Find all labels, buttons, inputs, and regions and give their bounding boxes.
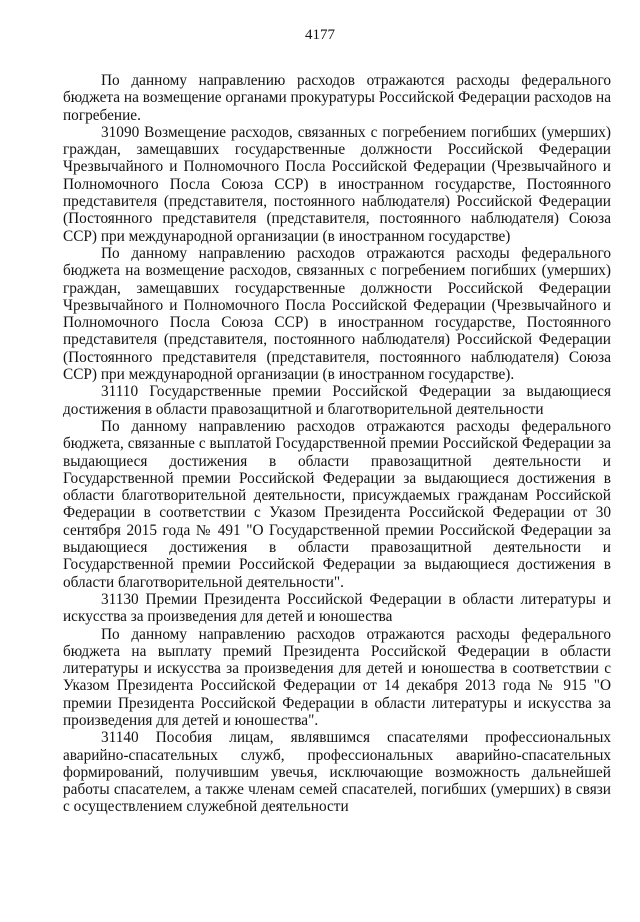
paragraph-31130-description: По данному направлению расходов отражаются расходы федерального бюджета на выплату премий Президента Российской Федерации в области литературы и искусства за произведения для детей и юношества в соответствии с Указом Президента Российской Федерации от 14 декабря 2013 года № 915 "О премии Президента Российской Федерации в области литературы и искусства за произведения для детей и юношества". [63,625,611,729]
page-number: 4177 [305,27,335,43]
paragraph-31090-description: По данному направлению расходов отражаются расходы федерального бюджета на возмещение расходов, связанных с погребением погибших (умерших) граждан, замещавших государственные должности Российской Федерации Чрезвычайного и Полномочного Посла Российской Федерации (Чрезвычайного и Полномочного Посла Союза ССР) в иностранном государстве, Постоянного представителя (представителя, постоянного наблюдателя) Российской Федерации (Постоянного представителя (представителя, постоянного наблюдателя) Союза ССР) при международной организации (в иностранном государстве). [63,244,611,384]
paragraph-31090-heading: 31090 Возмещение расходов, связанных с погребением погибших (умерших) граждан, замещавших государственные должности Российской Федерации Чрезвычайного и Полномочного Посла Российской Федерации (Чрезвычайного и Полномочного Посла Союза ССР) в иностранном государстве, Постоянного представителя (представителя, постоянного наблюдателя) Российской Федерации (Постоянного представителя (представителя, постоянного наблюдателя) Союза ССР) при международной организации (в иностранном государстве) [63,123,611,245]
paragraph-31110-heading: 31110 Государственные премии Российской Федерации за выдающиеся достижения в области правозащитной и благотворительной деятельности [63,383,611,418]
paragraph-31130-heading: 31130 Премии Президента Российской Федерации в области литературы и искусства за произведения для детей и юношества [63,590,611,626]
document-body [63,72,611,816]
paragraph-31140-heading: 31140 Пособия лицам, являвшимся спасателями профессиональных аварийно-спасательных служб, профессиональных аварийно-спасательных формирований, получившим увечья, исключающие возможность дальнейшей работы спасателем, а также членам семей спасателей, погибших (умерших) в связи с осуществлением служебной деятельности [63,729,611,816]
paragraph-prosecution-burial: По данному направлению расходов отражаются расходы федерального бюджета на возмещение органами прокуратуры Российской Федерации расходов на погребение. [63,72,611,124]
paragraph-31110-description: По данному направлению расходов отражаются расходы федерального бюджета, связанные с выплатой Государственной премии Российской Федерации за выдающиеся достижения в области правозащитной деятельности и Государственной премии Российской Федерации за выдающиеся достижения в области благотворительной деятельности, присуждаемых гражданам Российской Федерации в соответствии с Указом Президента Российской Федерации от 30 сентября 2015 года № 491 "О Государственной премии Российской Федерации за выдающиеся достижения в области правозащитной деятельности и Государственной премии Российской Федерации за выдающиеся достижения в области благотворительной деятельности". [63,417,611,591]
